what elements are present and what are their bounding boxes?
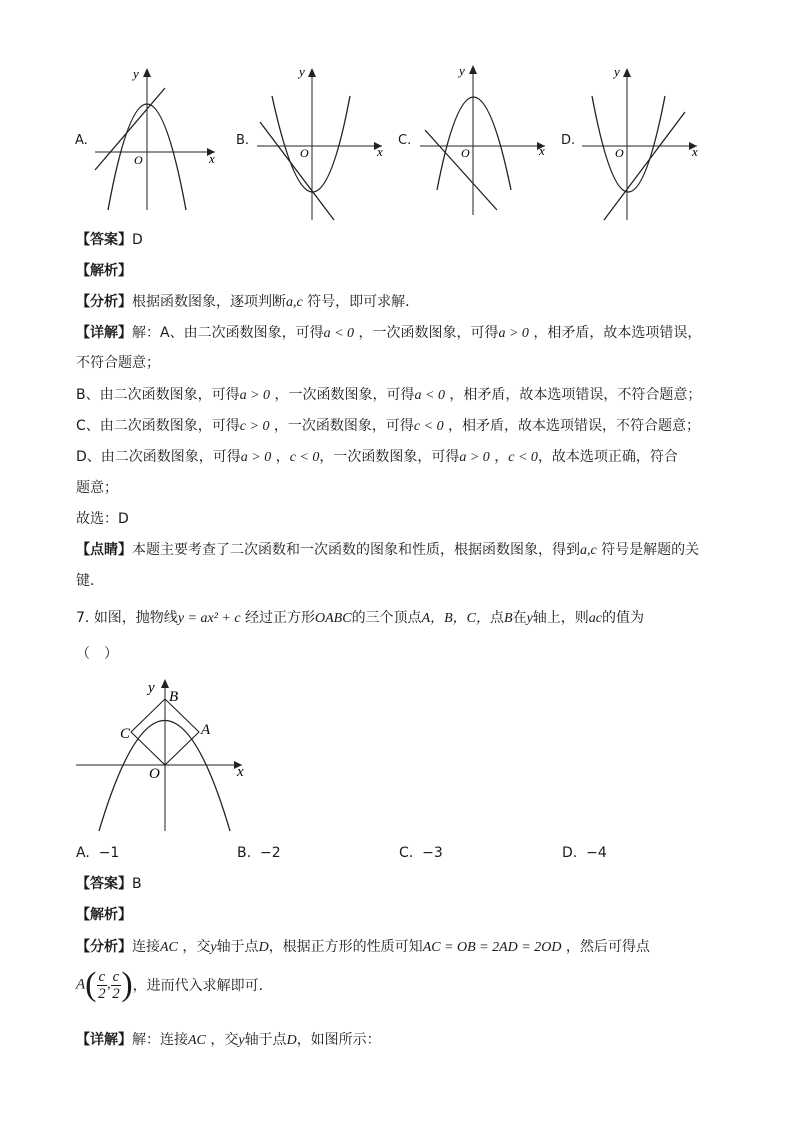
q6-jiexi: 【解析】 bbox=[76, 263, 132, 279]
graph-b bbox=[252, 60, 392, 225]
graph-b-x-label: x bbox=[377, 144, 383, 159]
q7-answer-line: 【答案】B bbox=[76, 876, 142, 892]
graph-b-origin-label: O bbox=[300, 146, 309, 160]
q7-x-label: x bbox=[237, 764, 244, 780]
fraction-c-over-2-y: $\frac{c}{2}$ bbox=[112, 968, 120, 1002]
q6-answer-tag: 【答案】 bbox=[76, 232, 132, 248]
q7-option-d[interactable]: D. −4 bbox=[562, 845, 607, 861]
q7-answer: B bbox=[132, 876, 142, 892]
graph-b-y-label: y bbox=[299, 64, 305, 79]
q7-c-label: C bbox=[120, 726, 131, 742]
q7-option-b[interactable]: B. −2 bbox=[237, 845, 281, 861]
graph-a bbox=[90, 60, 225, 220]
graph-d-origin-label: O bbox=[615, 146, 624, 160]
q6-fenxi-line: 【分析】根据函数图象，逐项判断a,c 符号，即可求解． bbox=[76, 294, 420, 310]
q6-detail-d: D、由二次函数图象，可得a > 0 ，c < 0，一次函数图象，可得a > 0 ，c < 0，故本选项正确，符合 bbox=[76, 449, 678, 465]
graph-option-c-letter: C. bbox=[398, 133, 412, 148]
q7-number: 7. bbox=[76, 610, 90, 626]
q7-jiexi: 【解析】 bbox=[76, 907, 132, 923]
fraction-c-over-2-x: $\frac{c}{2}$ bbox=[98, 968, 106, 1002]
q7-figure bbox=[74, 676, 254, 834]
q6-answer: D bbox=[132, 232, 143, 248]
graph-a-origin-label: O bbox=[134, 153, 143, 167]
q6-detail-c: C、由二次函数图象，可得c > 0 ，一次函数图象，可得c < 0 ，相矛盾，故本选项错误，不符合题意； bbox=[76, 418, 701, 434]
graph-d bbox=[577, 60, 712, 225]
q7-fenxi-line: 【分析】连接AC ，交y轴于点D，根据正方形的性质可知AC = OB = 2AD = 2OD ，然后可得点 bbox=[76, 939, 650, 955]
graph-c-origin-label: O bbox=[461, 146, 470, 160]
q6-dianjing-line: 【点睛】本题主要考查了二次函数和一次函数的图象和性质，根据函数图象，得到a,c 符号是解题的关 bbox=[76, 542, 700, 558]
q7-option-a[interactable]: A. −1 bbox=[76, 845, 120, 861]
q6-detail-a: 【详解】解：A、由二次函数图象，可得a < 0 ，一次函数图象，可得a > 0 ，相矛盾，故本选项错误， bbox=[76, 325, 702, 341]
graph-option-b-letter: B. bbox=[236, 133, 250, 148]
q7-stem: 7. 如图，抛物线y = ax² + c 经过正方形OABC的三个顶点A，B，C，点B在y轴上，则ac的值为 bbox=[76, 610, 645, 626]
q6-detail-b: B、由二次函数图象，可得a > 0 ，一次函数图象，可得a < 0 ，相矛盾，故本选项错误，不符合题意； bbox=[76, 387, 702, 403]
graph-c-y-label: y bbox=[459, 63, 465, 78]
graph-d-y-label: y bbox=[614, 64, 620, 79]
q7-option-c[interactable]: C. −3 bbox=[399, 845, 443, 861]
graph-option-d-letter: D. bbox=[561, 133, 576, 148]
q6-answer-line bbox=[76, 230, 143, 250]
q6-guxuan: 故选：D bbox=[76, 511, 129, 527]
q7-y-label: y bbox=[148, 680, 155, 696]
q7-paren: （ ） bbox=[76, 646, 118, 662]
graph-a-y-label: y bbox=[133, 66, 139, 81]
q6-detail-d-cont: 题意； bbox=[76, 480, 118, 496]
q6-detail-a-cont: 不符合题意； bbox=[76, 355, 160, 371]
graph-c-x-label: x bbox=[539, 143, 545, 158]
q7-fenxi-point-line: A( $\frac{c}{2}$ , $\frac{c}{2}$ )，进而代入求解即可． bbox=[76, 966, 273, 1003]
q7-b-label: B bbox=[169, 689, 179, 705]
graph-a-x-label: x bbox=[209, 151, 215, 166]
q6-dianjing-cont: 键． bbox=[76, 573, 104, 589]
graph-c bbox=[415, 60, 555, 220]
graph-d-x-label: x bbox=[692, 144, 698, 159]
q7-o-label: O bbox=[149, 766, 160, 782]
q7-a-label: A bbox=[201, 722, 211, 738]
q7-detail-line: 【详解】解：连接AC ，交y轴于点D，如图所示： bbox=[76, 1032, 381, 1048]
graph-options-row bbox=[0, 60, 794, 225]
graph-option-a-letter: A. bbox=[75, 133, 88, 148]
